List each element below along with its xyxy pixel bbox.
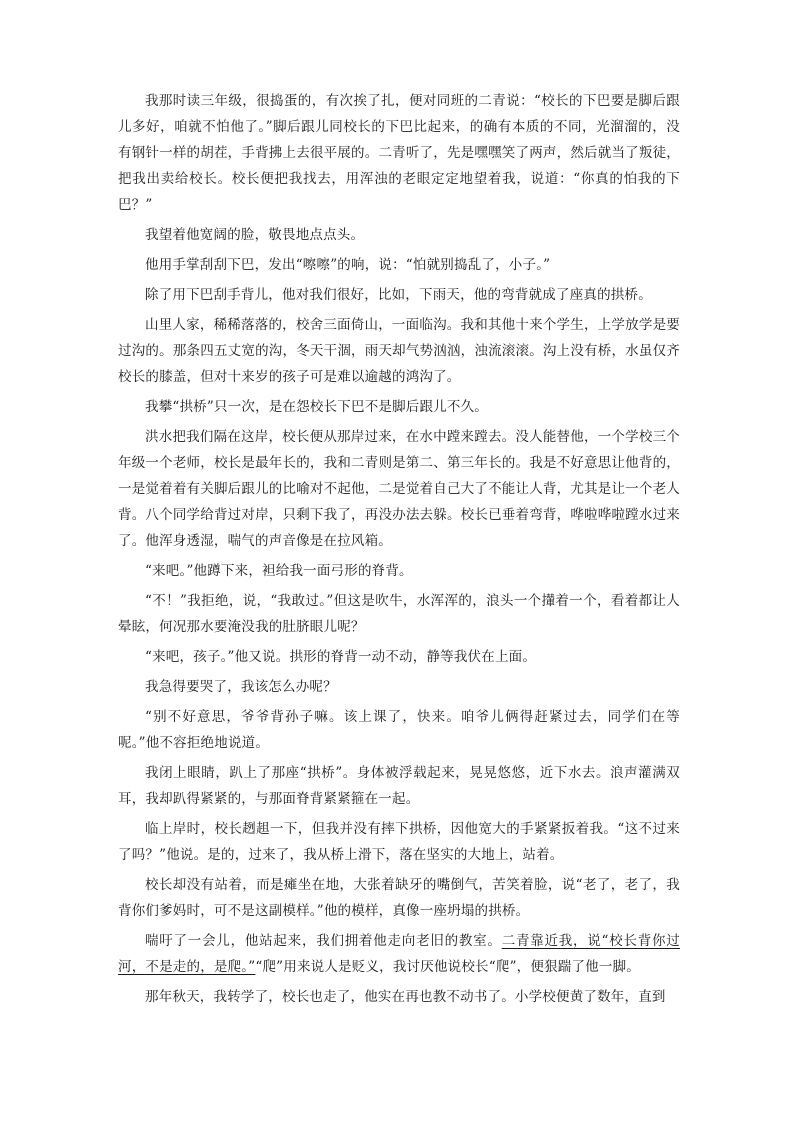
paragraph-15: 校长却没有站着，而是瘫坐在地，大张着缺牙的嘴倒气，苦笑着脸，说“老了，老了，我背你们爹妈时，可不是这副模样。”他的模样，真像一座坍塌的拱桥。 <box>118 877 680 919</box>
paragraph-17: 那年秋天，我转学了，校长也走了，他实在再也教不动书了。小学校便黄了数年，直到 <box>145 989 666 1005</box>
paragraph-13: 我闭上眼睛，趴上了那座“拱桥”。身体被浮载起来，晃晃悠悠，近下水去。浪声灌满双耳，我却趴得紧紧的，与那面脊背紧紧箍在一起。 <box>118 765 680 807</box>
paragraph-3: 他用手掌刮刮下巴，发出“嚓嚓”的响，说：“怕就别捣乱了，小子。” <box>145 257 551 273</box>
paragraph-9: “不！”我拒绝，说，“我敢过。”但这是吹牛，水浑浑的，浪头一个攆着一个，看着都让人晕眩，何况那水要淹没我的肚脐眼儿呢？ <box>118 593 680 635</box>
paragraph-2: 我望着他宽阔的脸，敬畏地点点头。 <box>145 227 365 243</box>
paragraph-12: “别不好意思，爷爷背孙子嘛。该上课了，快来。咱爷儿俩得赶紧过去，同学们在等呢。”他不容拒绝地说道。 <box>118 709 680 751</box>
document-page <box>118 88 680 1010</box>
paragraph-16 <box>118 928 680 980</box>
paragraph-16-before: 喘吁了一会儿，他站起来，我们拥着他走向老旧的教室。 <box>145 933 502 949</box>
underlined-sentence: 二青靠近我，说“校长背你过河，不是走的，是爬。” <box>118 933 680 975</box>
paragraph-6: 我攀“拱桥”只一次，是在怨校长下巴不是脚后跟儿不久。 <box>145 399 489 415</box>
paragraph-10: “来吧，孩子。”他又说。拱形的脊背一动不动，静等我伏在上面。 <box>145 649 537 665</box>
paragraph-1: 我那时读三年级，很捣蛋的，有次挨了扎，便对同班的二青说：“校长的下巴要是脚后跟儿多好，咱就不怕他了。”脚后跟儿同校长的下巴比起来，的确有本质的不同，光溜溜的，没有钢针一样的胡茬，手背拂上去很平展的。二青听了，先是嘿嘿笑了两声，然后就当了叛徒，把我出卖给校长。校长便把我找去，用浑浊的老眼定定地望着我，说道：“你真的怕我的下巴？” <box>118 93 680 213</box>
paragraph-14: 临上岸时，校长趔趄一下，但我并没有摔下拱桥，因他宽大的手紧紧扳着我。“这不过来了吗？”他说。是的，过来了，我从桥上滑下，落在坚实的大地上，站着。 <box>118 821 680 863</box>
paragraph-11: 我急得要哭了，我该怎么办呢？ <box>145 679 337 695</box>
paragraph-7: 洪水把我们隔在这岸，校长便从那岸过来，在水中蹚来蹚去。没人能替他，一个学校三个年级一个老师，校长是最年长的，我和二青则是第二、第三年长的。我是不好意思让他背的，一是觉着着有关脚后跟儿的比喻对不起他，二是觉着自己大了不能让人背，尤其是让一个老人背。八个同学给背过对岸，只剩下我了，再没办法去躲。校长已垂着弯背，哗啦哗啦蹚水过来了。他浑身透湿，喘气的声音像是在拉风箱。 <box>118 429 680 549</box>
paragraph-5: 山里人家，稀稀落落的，校舍三面倚山，一面临沟。我和其他十来个学生，上学放学是要过沟的。那条四五丈宽的沟，冬天干涸，雨天却气势汹汹，浊流滚滚。沟上没有桥，水虽仅齐校长的膝盖，但对十来岁的孩子可是难以逾越的鸿沟了。 <box>118 317 680 385</box>
paragraph-4: 除了用下巴刮手背儿，他对我们很好，比如，下雨天，他的弯背就成了座真的拱桥。 <box>145 287 652 303</box>
paragraph-16-after: “爬”用来说人是贬义，我讨厌他说校长“爬”，便狠踹了他一脚。 <box>255 959 640 975</box>
paragraph-8: “来吧。”他蹲下来，袒给我一面弓形的脊背。 <box>145 563 413 579</box>
